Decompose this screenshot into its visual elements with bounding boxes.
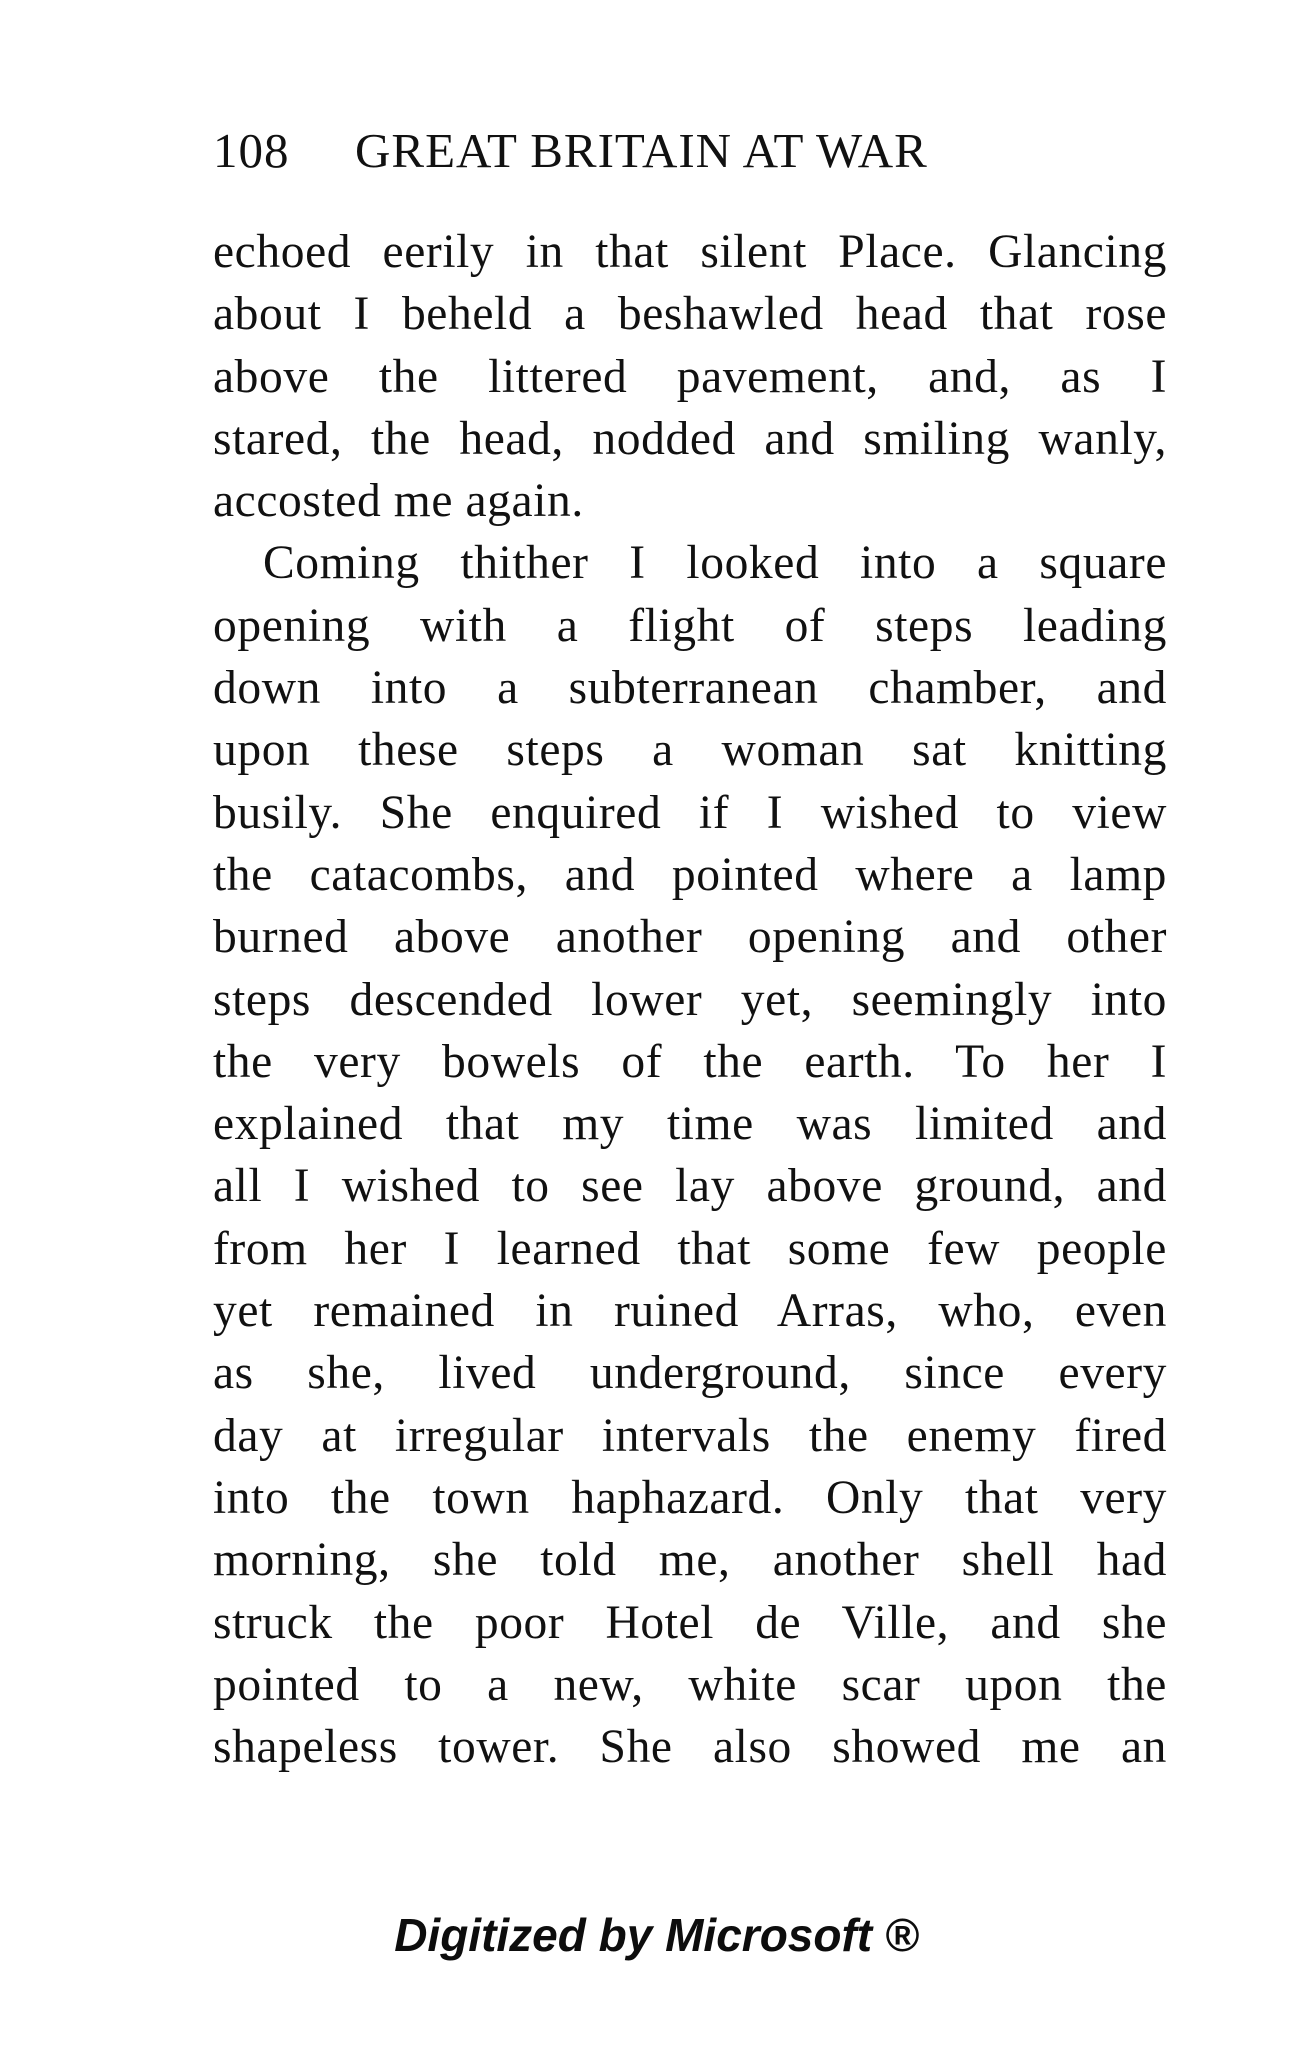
text-line: the catacombs, and pointed where a lamp: [213, 848, 1167, 901]
text-line: all I wished to see lay above ground, and: [213, 1160, 1167, 1213]
text-line: into the town haphazard. Only that very: [213, 1471, 1167, 1524]
text-line: down into a subterranean chamber, and: [213, 662, 1167, 715]
text-line: struck the poor Hotel de Ville, and she: [213, 1596, 1167, 1649]
text-line: as she, lived underground, since every: [213, 1347, 1167, 1400]
text-line: yet remained in ruined Arras, who, even: [213, 1285, 1167, 1338]
text-line: pointed to a new, white scar upon the: [213, 1658, 1167, 1711]
text-line: the very bowels of the earth. To her I: [213, 1035, 1167, 1088]
text-line: opening with a flight of steps leading: [213, 599, 1167, 652]
text-line: morning, she told me, another shell had: [213, 1534, 1167, 1587]
text-line: accosted me again.: [213, 475, 584, 528]
text-line: echoed eerily in that silent Place. Glancing: [213, 226, 1167, 278]
running-head: [213, 122, 928, 179]
paragraph-1: [213, 221, 1167, 532]
text-line: above the littered pavement, and, as I: [213, 350, 1167, 403]
text-line: day at irregular intervals the enemy fired: [213, 1409, 1167, 1462]
text-line: about I beheld a beshawled head that rose: [213, 288, 1167, 341]
digitized-watermark: Digitized by Microsoft ®: [394, 1909, 919, 1961]
page-number: 108: [213, 123, 290, 178]
text-line: explained that my time was limited and: [213, 1098, 1167, 1151]
text-line: from her I learned that some few people: [213, 1222, 1167, 1275]
body-text: [213, 221, 1167, 1778]
text-line: burned above another opening and other: [213, 911, 1167, 964]
paragraph-2: [213, 532, 1167, 1778]
text-line: stared, the head, nodded and smiling wanly,: [213, 412, 1167, 465]
text-line: upon these steps a woman sat knitting: [213, 724, 1167, 777]
text-line: shapeless tower. She also showed me an: [213, 1721, 1167, 1774]
text-line: busily. She enquired if I wished to view: [213, 786, 1167, 839]
running-title: GREAT BRITAIN AT WAR: [355, 123, 928, 178]
text-line: steps descended lower yet, seemingly into: [213, 973, 1167, 1026]
text-line: Coming thither I looked into a square: [263, 537, 1167, 590]
